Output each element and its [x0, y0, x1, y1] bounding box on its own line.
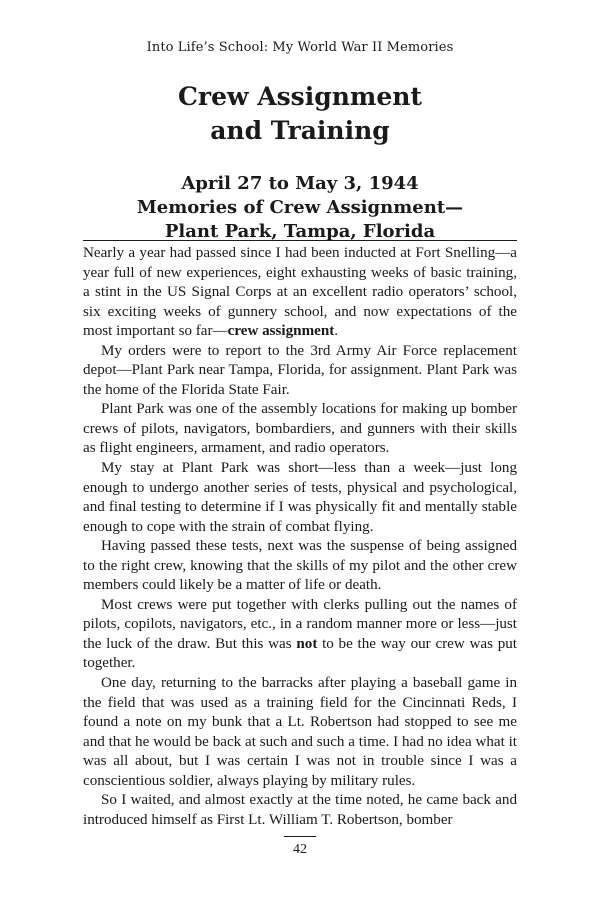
- paragraph-text: Nearly a year had passed since I had been inducted at Fort Snelling—a year full of new experiences, eight exhausting weeks of basic training, a stint in the US Signal Corps at an excellent radio operators’ school, six exciting weeks of gunnery school, and now expectations of the most important so far—: [83, 245, 517, 340]
- chapter-title-line-1: Crew Assignment: [178, 82, 422, 111]
- paragraph: [83, 244, 517, 342]
- paragraph-text: to be the way our crew was put together.: [83, 635, 517, 672]
- chapter-title: [0, 80, 600, 148]
- paragraph: [83, 596, 517, 674]
- section-subtitle-line-1: Memories of Crew Assignment—: [136, 197, 464, 218]
- emphasis-text: crew assignment: [227, 323, 335, 340]
- paragraph: So I waited, and almost exactly at the time noted, he came back and introduced himself as First Lt. William T. Robertson, bomber: [83, 792, 517, 828]
- paragraph-text: Most crews were put together with clerks pulling out the names of pilots, copilots, navigators, etc., in a random manner more or less—just the luck of the draw. But this was: [83, 596, 517, 652]
- section-subtitle-line-2: Plant Park, Tampa, Florida: [164, 221, 436, 242]
- section-date: April 27 to May 3, 1944: [181, 173, 419, 194]
- section-heading: [0, 172, 600, 244]
- paragraph: Plant Park was one of the assembly locations for making up bomber crews of pilots, navigators, bombardiers, and gunners with their skills as flight engineers, armament, and radio operators.: [83, 401, 517, 457]
- chapter-title-line-2: and Training: [210, 116, 390, 145]
- paragraph: My orders were to report to the 3rd Army Air Force replacement depot—Plant Park near Tampa, Florida, for assignment. Plant Park was the home of the Florida State Fair.: [83, 342, 517, 398]
- folio-rule: [284, 836, 316, 837]
- heading-rule: [83, 240, 517, 241]
- paragraph: One day, returning to the barracks after playing a baseball game in the field that was used as a training field for the Cincinnati Reds, I found a note on my bunk that a Lt. Robertson had stopped to see me and that he would be back at such and such a time. I had no idea what it was all about, but I was certain I was not in trouble since I was a conscientious soldier, always playing by military rules.: [83, 675, 517, 789]
- running-head: Into Life’s School: My World War II Memories: [146, 40, 454, 55]
- paragraph: My stay at Plant Park was short—less than a week—just long enough to undergo another series of tests, physical and psychological, and final testing to determine if I was physically fit and mentally stable enough to cope with the strain of combat flying.: [83, 460, 517, 535]
- emphasis-text: not: [296, 635, 318, 652]
- body-text: [83, 244, 517, 830]
- page-number: 42: [293, 842, 307, 857]
- paragraph-text: .: [334, 323, 339, 340]
- paragraph: Having passed these tests, next was the suspense of being assigned to the right crew, knowing that the skills of my pilot and the other crew members could likely be a matter of life or death.: [83, 538, 517, 594]
